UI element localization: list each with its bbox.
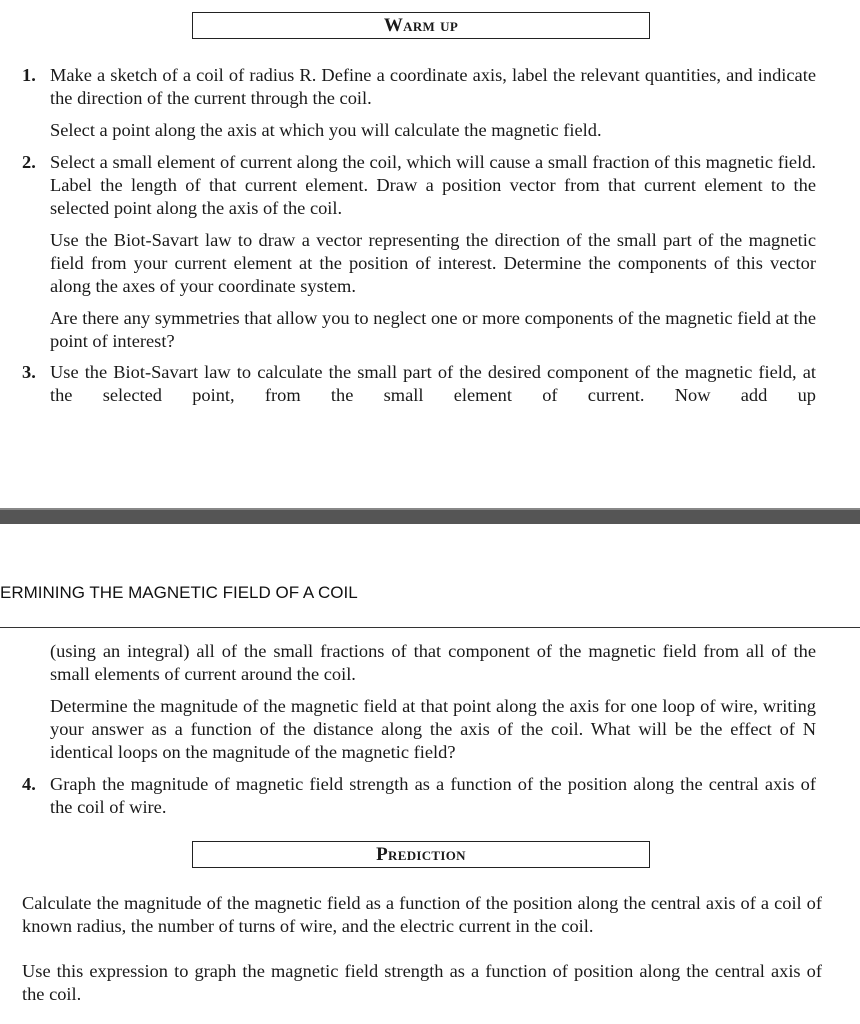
prediction-paragraph-1: Calculate the magnitude of the magnetic field as a function of the position along the central axis of a coil of known radius, the number of turns of wire, and the electric current in the coil. [22, 893, 822, 936]
item-2-paragraph-1: Select a small element of current along the coil, which will cause a small fraction of this magnetic field. Label the length of that current element. Draw a position vector from that current element to the selected point along the axis of the coil. [50, 152, 816, 218]
item-number-1: 1. [22, 65, 36, 85]
item-1-paragraph-2: Select a point along the axis at which you will calculate the magnetic field. [50, 120, 602, 140]
warm-up-heading: Warm up [192, 12, 650, 39]
section-title: ERMINING THE MAGNETIC FIELD OF A COIL [0, 583, 358, 602]
header-rule [0, 627, 860, 628]
item-number-3: 3. [22, 362, 36, 382]
item-3-paragraph-1: Use the Biot-Savart law to calculate the small part of the desired component of the magnetic field, at the selected point, from the small element of current. Now add up [50, 362, 816, 405]
page-break-bar [0, 508, 860, 524]
continued-paragraph-2: Determine the magnitude of the magnetic field at that point along the axis for one loop of wire, writing your answer as a function of the distance along the axis of the coil. What will be the effect of N identical loops on the magnitude of the magnetic field? [50, 696, 816, 762]
item-number-4: 4. [22, 774, 36, 794]
item-1-paragraph-1: Make a sketch of a coil of radius R. Define a coordinate axis, label the relevant quantities, and indicate the direction of the current through the coil. [50, 65, 816, 108]
item-2-paragraph-3: Are there any symmetries that allow you to neglect one or more components of the magnetic field at the point of interest? [50, 308, 816, 351]
prediction-paragraph-2: Use this expression to graph the magnetic field strength as a function of position along the central axis of the coil. [22, 961, 822, 1004]
item-4-text: Graph the magnitude of magnetic field strength as a function of the position along the central axis of the coil of wire. [50, 774, 816, 817]
item-number-2: 2. [22, 152, 36, 172]
continued-paragraph-1: (using an integral) all of the small fractions of that component of the magnetic field from all of the small elements of current around the coil. [50, 641, 816, 684]
prediction-heading: Prediction [192, 841, 650, 868]
item-2-paragraph-2: Use the Biot-Savart law to draw a vector representing the direction of the small part of the magnetic field from your current element at the position of interest. Determine the components of this vector along the axes of your coordinate system. [50, 230, 816, 296]
